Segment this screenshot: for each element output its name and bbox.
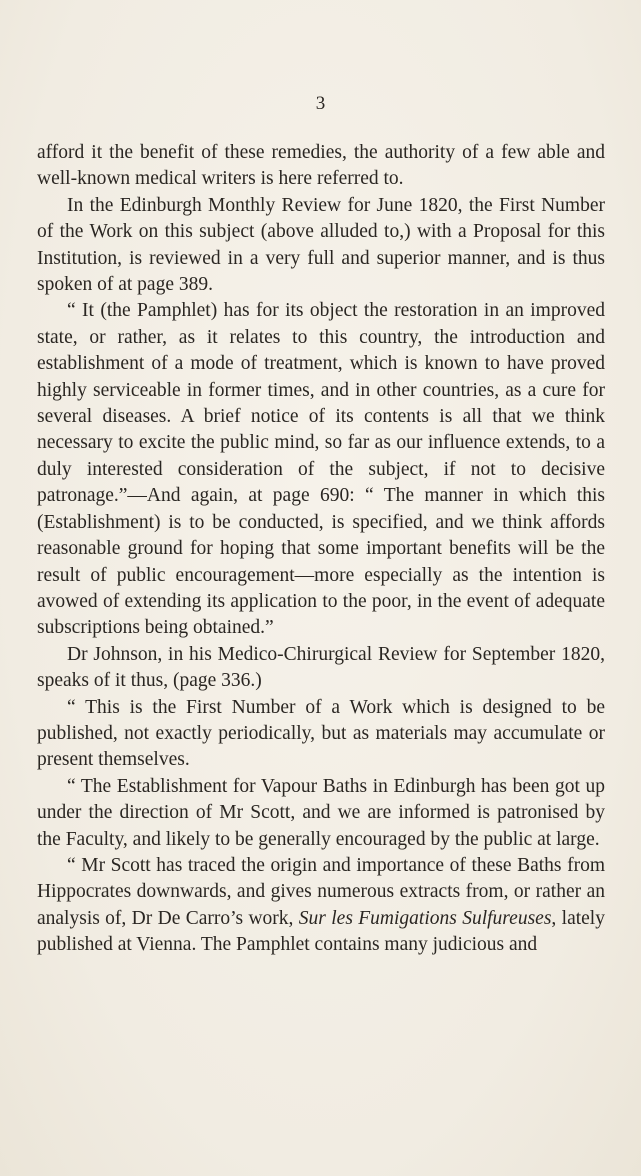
page-number: 3 [315, 93, 326, 114]
paragraph [37, 695, 605, 774]
text-run: In the Edinburgh Monthly Review for June 1820, the First Number of the Work on this subject (above alluded to,) with a Proposal for this Institution, is reviewed in a very full and superior manner, and is thus spoken of at page 389. [37, 194, 605, 296]
text-run: “ This is the First Number of a Work which is designed to be published, not exactly periodically, but as materials may accumulate or present themselves. [37, 696, 605, 771]
text-run: afford it the benefit of these remedies, the authority of a few able and well-known medical writers is here referred to. [37, 142, 605, 190]
text-run: , lately published at Vienna. The Pamphlet contains many judicious and [37, 907, 605, 956]
body-text [37, 140, 605, 959]
paragraph [37, 642, 605, 695]
text-run: “ The Establishment for Vapour Baths in Edinburgh has been got up under the direction of Mr Scott, and we are informed is patronised by the Faculty, and likely to be generally encouraged by the public at large. [37, 775, 605, 850]
paragraph [37, 193, 605, 299]
paragraph [37, 298, 605, 641]
text-run: Dr Johnson, in his Medico-Chirurgical Review for September 1820, speaks of it thus, (page 336.) [37, 643, 605, 692]
paragraph [37, 774, 605, 853]
paragraph [37, 853, 605, 959]
paragraph [37, 140, 605, 193]
italic-title: Sur les Fumigations Sulfureuses [298, 907, 552, 929]
text-run: “ Mr Scott has traced the origin and importance of these Baths from Hippocrates downwards, and gives numerous extracts from, or rather an analysis of, Dr De Carro’s work, [37, 854, 605, 929]
text-run: “ It (the Pamphlet) has for its object the restoration in an improved state, or rather, as it relates to this country, the introduction and establishment of a mode of treatment, which is known to have proved highly serviceable in former times, and in other countries, as a cure for several diseases. A brief notice of its contents is all that we think necessary to excite the public mind, so far as our influence extends, to a duly interested consideration of the subject, if not to decisive patronage.”—And again, at page 690: “ The manner in which this (Establishment) is to be conducted, is specified, and we think affords reasonable ground for hoping that some important benefits will be the result of public encouragement—more especially as the intention is avowed of extending its application to the poor, in the event of adequate subscriptions being obtained.” [37, 300, 605, 639]
